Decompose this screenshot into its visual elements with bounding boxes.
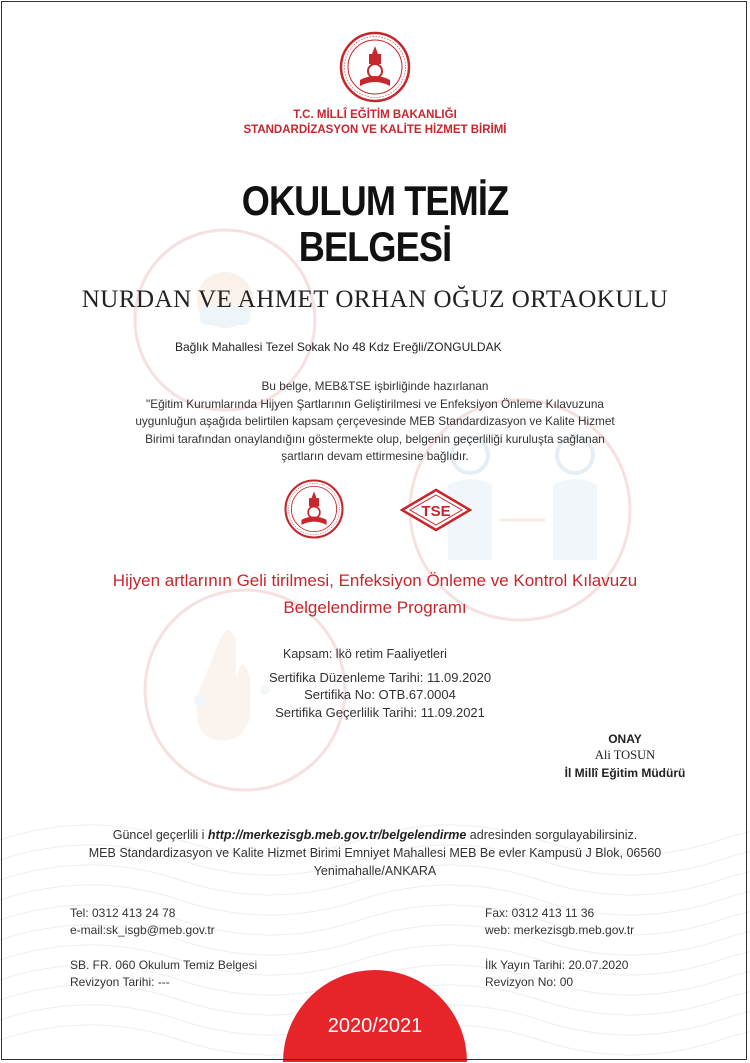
- revision-number: Revizyon No: 00: [485, 975, 574, 989]
- ministry-name: T.C. MİLLÎ EĞİTİM BAKANLIĞI: [293, 109, 457, 121]
- contact-left: [70, 905, 215, 939]
- verify-link[interactable]: http://merkezisgb.meb.gov.tr/belgelendirme: [207, 828, 467, 842]
- document-title: [53, 178, 698, 270]
- approval-label: ONAY: [608, 732, 642, 746]
- validity-date: Sertifika Geçerlilik Tarihi: 11.09.2021: [275, 705, 485, 720]
- revision-date: Revizyon Tarihi: ---: [70, 975, 170, 989]
- verification-notice: [0, 826, 750, 880]
- approver-name: Ali TOSUN: [594, 748, 656, 762]
- approver-role: İl Millî Eğitim Müdürü: [564, 766, 686, 780]
- unit-name: STANDARDİZASYON VE KALİTE HİZMET BİRİMİ: [243, 124, 507, 136]
- contact-right: [485, 905, 634, 939]
- program-line-2: Belgelendirme Programı: [283, 598, 467, 617]
- ministry-header: [0, 108, 750, 138]
- issue-date: Sertifika Düzenleme Tarihi: 11.09.2020: [268, 670, 492, 685]
- title-line-2: BELGESİ: [298, 223, 452, 270]
- website: web: merkezisgb.meb.gov.tr: [485, 923, 635, 937]
- tse-logo-text: TSE: [421, 503, 451, 520]
- fax: Fax: 0312 413 11 36: [485, 906, 595, 920]
- verification-line: [0, 826, 750, 844]
- first-publication-date: İlk Yayın Tarihi: 20.07.2020: [485, 958, 629, 972]
- form-code: SB. FR. 060 Okulum Temiz Belgesi: [70, 958, 258, 972]
- meb-seal-icon: [338, 30, 412, 104]
- verify-prefix: Güncel geçerlili i: [112, 828, 208, 842]
- statement-line: Bu belge, MEB&TSE işbirliğinde hazırlanan: [261, 379, 489, 393]
- title-line-1: OKULUM TEMİZ: [241, 177, 509, 224]
- statement-line: şartların devam ettirmesine bağlıdır.: [281, 449, 469, 463]
- statement-line: Birimi tarafından onaylandığını göstermekte olup, belgenin geçerliliği kuruluşta sağlanan: [145, 431, 605, 446]
- scope: Kapsam: lkö retim Faaliyetleri: [283, 647, 447, 661]
- form-info-right: [485, 957, 628, 991]
- certificate-statement: [100, 378, 650, 466]
- verify-suffix: adresinden sorgulayabilirsiniz.: [466, 828, 638, 842]
- academic-year: 2020/2021: [327, 1015, 423, 1037]
- statement-line: uygunluğun aşağıda belirtilen kapsam çerçevesinde MEB Standardizasyon ve Kalite Hizmet: [135, 414, 615, 428]
- school-name: NURDAN VE AHMET ORHAN OĞUZ ORTAOKULU: [81, 286, 669, 313]
- email: e-mail:sk_isgb@meb.gov.tr: [70, 923, 215, 937]
- meb-seal-icon: [283, 478, 345, 540]
- certificate-number: Sertifika No: OTB.67.0004: [304, 687, 456, 702]
- page-border: [1, 1, 747, 1060]
- tse-logo-icon: [400, 488, 472, 532]
- office-address-line-2: Yenimahalle/ANKARA: [313, 864, 437, 878]
- program-title: [0, 567, 750, 621]
- office-address-line-1: MEB Standardizasyon ve Kalite Hizmet Birimi Emniyet Mahallesi MEB Be evler Kampusü J Blok, 06560: [88, 846, 662, 860]
- program-line-1: Hijyen artlarının Geli tirilmesi, Enfeksiyon Önleme ve Kontrol Kılavuzu: [112, 571, 638, 590]
- statement-line: "Eğitim Kurumlarında Hijyen Şartlarının Geliştirilmesi ve Enfeksiyon Önleme Kılavuzuna: [146, 396, 604, 411]
- school-address: Bağlık Mahallesi Tezel Sokak No 48 Kdz Ereğli/ZONGULDAK: [175, 340, 502, 354]
- form-info-left: [70, 957, 257, 991]
- phone: Tel: 0312 413 24 78: [70, 906, 176, 920]
